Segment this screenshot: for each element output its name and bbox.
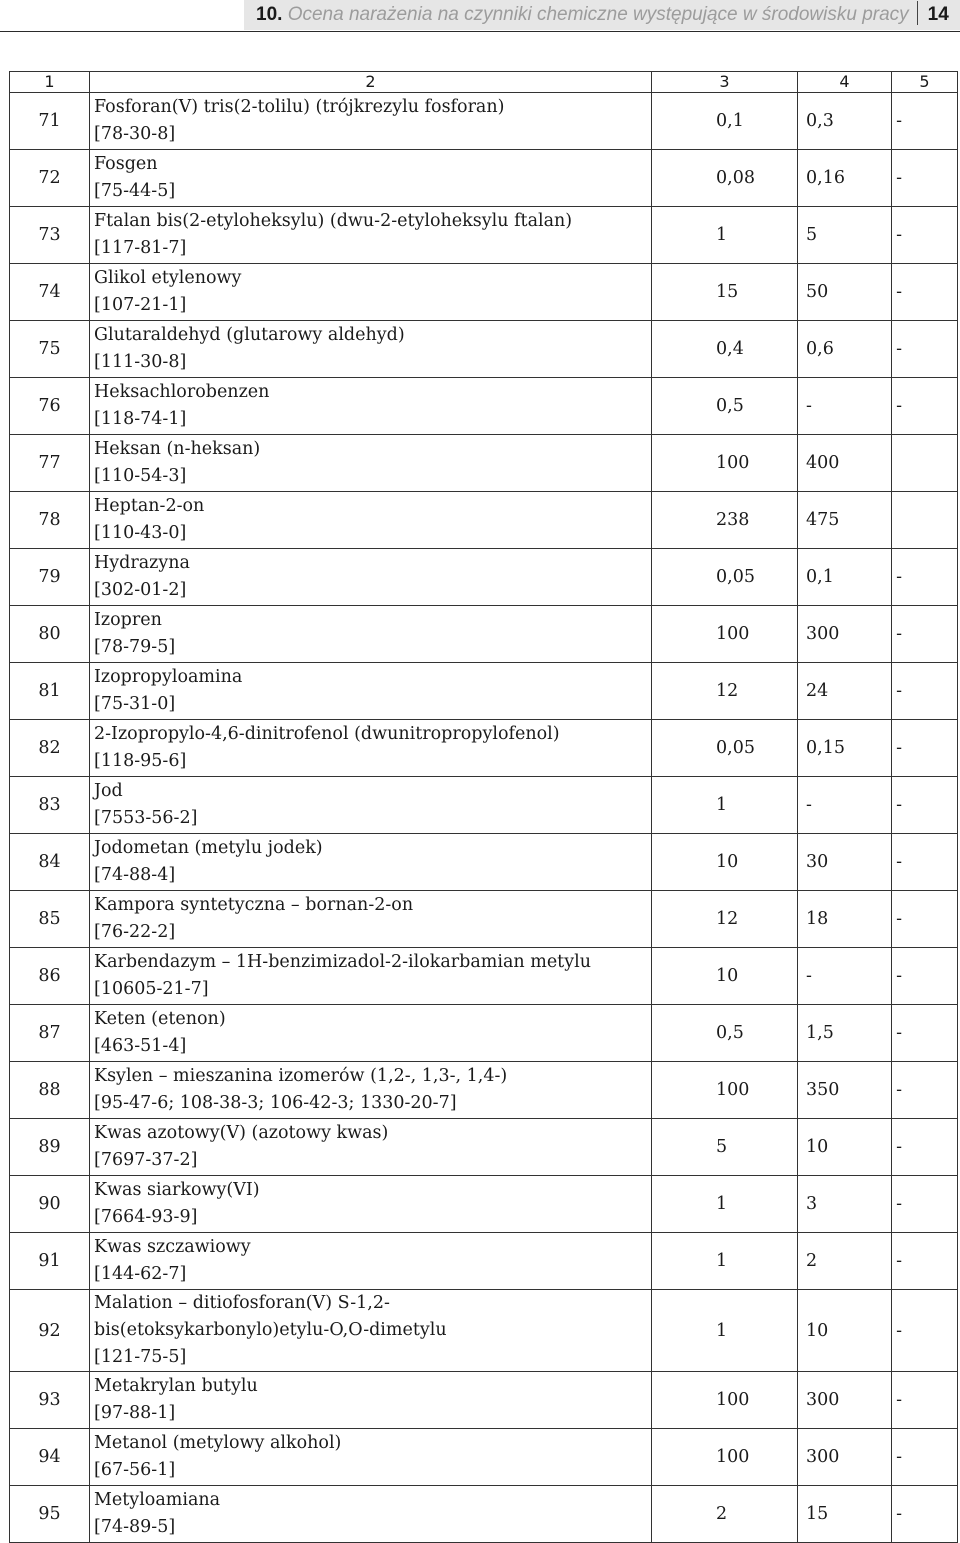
ndsch-value: - — [798, 378, 892, 435]
ndsch-value: 15 — [798, 1486, 892, 1543]
substance-name: Heksachlorobenzen — [94, 382, 270, 402]
table-row — [10, 777, 958, 834]
row-number: 84 — [10, 834, 90, 891]
substance-name: 2-Izopropylo-4,6-dinitrofenol (dwunitropropylofenol) — [94, 724, 560, 744]
substance-name: Jod — [94, 781, 123, 801]
substance-cell — [90, 1176, 652, 1233]
row-number: 72 — [10, 150, 90, 207]
ndsch-value: 18 — [798, 891, 892, 948]
substance-cell — [90, 93, 652, 150]
table-row — [10, 492, 958, 549]
ndsp-value: - — [892, 1005, 958, 1062]
ndsch-value: 24 — [798, 663, 892, 720]
row-number: 80 — [10, 606, 90, 663]
substance-cell — [90, 1486, 652, 1543]
ndsp-value: - — [892, 777, 958, 834]
table-row — [10, 378, 958, 435]
ndsp-value: - — [892, 891, 958, 948]
ndsp-value: - — [892, 549, 958, 606]
row-number: 75 — [10, 321, 90, 378]
substance-cell — [90, 378, 652, 435]
substance-name: Glikol etylenowy — [94, 268, 242, 288]
nds-value: 0,5 — [652, 1005, 798, 1062]
ndsch-value: 5 — [798, 207, 892, 264]
column-header-5: 5 — [892, 72, 958, 93]
nds-value: 12 — [652, 663, 798, 720]
table-row — [10, 150, 958, 207]
ndsch-value: 300 — [798, 606, 892, 663]
nds-value: 0,05 — [652, 720, 798, 777]
substance-name: Heptan-2-on — [94, 496, 205, 516]
ndsch-value: 50 — [798, 264, 892, 321]
ndsp-value: - — [892, 1290, 958, 1372]
ndsch-value: 30 — [798, 834, 892, 891]
cas-number: [111-30-8] — [94, 352, 187, 372]
table-row — [10, 1005, 958, 1062]
table-row — [10, 1486, 958, 1543]
ndsp-value: - — [892, 1176, 958, 1233]
nds-value: 1 — [652, 1176, 798, 1233]
substance-name: Ftalan bis(2-etyloheksylu) (dwu-2-etyloheksylu ftalan) — [94, 211, 573, 231]
table-row — [10, 1233, 958, 1290]
substance-name: Heksan (n-heksan) — [94, 439, 261, 459]
substance-name-continued: bis(etoksykarbonylo)etylu-O,O-dimetylu — [94, 1320, 447, 1340]
row-number: 76 — [10, 378, 90, 435]
ndsp-value: - — [892, 948, 958, 1005]
table-row — [10, 207, 958, 264]
cas-number: [117-81-7] — [94, 238, 187, 258]
row-number: 90 — [10, 1176, 90, 1233]
row-number: 88 — [10, 1062, 90, 1119]
nds-value: 15 — [652, 264, 798, 321]
row-number: 83 — [10, 777, 90, 834]
row-number: 91 — [10, 1233, 90, 1290]
ndsch-value: 2 — [798, 1233, 892, 1290]
row-number: 94 — [10, 1429, 90, 1486]
nds-value: 1 — [652, 1290, 798, 1372]
nds-value: 10 — [652, 834, 798, 891]
table-row — [10, 720, 958, 777]
nds-value: 100 — [652, 435, 798, 492]
nds-value: 2 — [652, 1486, 798, 1543]
ndsch-value: 475 — [798, 492, 892, 549]
cas-number: [67-56-1] — [94, 1460, 176, 1480]
table-row — [10, 891, 958, 948]
table-row — [10, 606, 958, 663]
page-header — [0, 0, 960, 31]
cas-number: [78-79-5] — [94, 637, 176, 657]
nds-value: 10 — [652, 948, 798, 1005]
substance-cell — [90, 663, 652, 720]
nds-value: 12 — [652, 891, 798, 948]
nds-value: 1 — [652, 1233, 798, 1290]
cas-number: [118-95-6] — [94, 751, 187, 771]
table-row — [10, 93, 958, 150]
cas-number: [463-51-4] — [94, 1036, 187, 1056]
cas-number: [110-43-0] — [94, 523, 187, 543]
cas-number: [121-75-5] — [94, 1347, 187, 1367]
substance-name: Jodometan (metylu jodek) — [94, 838, 323, 858]
cas-number: [302-01-2] — [94, 580, 187, 600]
row-number: 93 — [10, 1372, 90, 1429]
substance-cell — [90, 1119, 652, 1176]
row-number: 89 — [10, 1119, 90, 1176]
cas-number: [10605-21-7] — [94, 979, 209, 999]
row-number: 81 — [10, 663, 90, 720]
cas-number: [75-44-5] — [94, 181, 176, 201]
substance-name: Karbendazym – 1H-benzimizadol-2-ilokarbamian metylu — [94, 952, 591, 972]
table-row — [10, 1176, 958, 1233]
substance-name: Metyloamiana — [94, 1490, 221, 1510]
ndsch-value: 0,6 — [798, 321, 892, 378]
row-number: 77 — [10, 435, 90, 492]
substance-name: Izopropyloamina — [94, 667, 243, 687]
nds-value: 238 — [652, 492, 798, 549]
ndsch-value: 10 — [798, 1119, 892, 1176]
ndsp-value — [892, 492, 958, 549]
cas-number: [107-21-1] — [94, 295, 187, 315]
ndsch-value: - — [798, 777, 892, 834]
substance-cell — [90, 891, 652, 948]
substance-cell — [90, 1005, 652, 1062]
cas-number: [144-62-7] — [94, 1264, 187, 1284]
cas-number: [78-30-8] — [94, 124, 176, 144]
ndsp-value: - — [892, 1119, 958, 1176]
substance-cell — [90, 1233, 652, 1290]
substance-name: Fosgen — [94, 154, 158, 174]
cas-number: [97-88-1] — [94, 1403, 176, 1423]
table-row — [10, 834, 958, 891]
chapter-number: 10. — [256, 4, 283, 25]
table-row — [10, 1290, 958, 1372]
ndsp-value: - — [892, 321, 958, 378]
ndsch-value: 1,5 — [798, 1005, 892, 1062]
row-number: 85 — [10, 891, 90, 948]
substances-table — [9, 71, 958, 1543]
cas-number: [118-74-1] — [94, 409, 187, 429]
nds-value: 1 — [652, 777, 798, 834]
table-row — [10, 435, 958, 492]
cas-number: [75-31-0] — [94, 694, 176, 714]
substance-cell — [90, 948, 652, 1005]
table-row — [10, 1062, 958, 1119]
substance-cell — [90, 1429, 652, 1486]
row-number: 79 — [10, 549, 90, 606]
substance-cell — [90, 264, 652, 321]
substance-cell — [90, 1062, 652, 1119]
table-row — [10, 549, 958, 606]
table-row — [10, 264, 958, 321]
ndsp-value: - — [892, 1372, 958, 1429]
ndsp-value: - — [892, 663, 958, 720]
ndsch-value: 0,1 — [798, 549, 892, 606]
ndsp-value: - — [892, 93, 958, 150]
row-number: 78 — [10, 492, 90, 549]
substance-name: Malation – ditiofosforan(V) S-1,2- — [94, 1293, 390, 1313]
substance-name: Metanol (metylowy alkohol) — [94, 1433, 342, 1453]
ndsch-value: 400 — [798, 435, 892, 492]
column-header-1: 1 — [10, 72, 90, 93]
chapter-title: Ocena narażenia na czynniki chemiczne występujące w środowisku pracy — [287, 4, 909, 25]
ndsp-value: - — [892, 1062, 958, 1119]
substance-name: Ksylen – mieszanina izomerów (1,2-, 1,3-, 1,4-) — [94, 1066, 508, 1086]
substance-cell — [90, 777, 652, 834]
table-row — [10, 1372, 958, 1429]
column-number-row — [10, 72, 958, 93]
ndsch-value: 0,3 — [798, 93, 892, 150]
cas-number: [7664-93-9] — [94, 1207, 198, 1227]
ndsp-value: - — [892, 834, 958, 891]
substance-cell — [90, 606, 652, 663]
ndsp-value: - — [892, 606, 958, 663]
nds-value: 0,1 — [652, 93, 798, 150]
table-row — [10, 1119, 958, 1176]
cas-number: [110-54-3] — [94, 466, 187, 486]
nds-value: 100 — [652, 1372, 798, 1429]
cas-number: [74-88-4] — [94, 865, 176, 885]
cas-number: [7697-37-2] — [94, 1150, 198, 1170]
substance-cell — [90, 1290, 652, 1372]
cas-number: [74-89-5] — [94, 1517, 176, 1537]
substance-cell — [90, 492, 652, 549]
ndsch-value: 10 — [798, 1290, 892, 1372]
row-number: 74 — [10, 264, 90, 321]
column-header-2: 2 — [90, 72, 652, 93]
row-number: 92 — [10, 1290, 90, 1372]
table-row — [10, 1429, 958, 1486]
ndsch-value: 300 — [798, 1372, 892, 1429]
substance-cell — [90, 720, 652, 777]
row-number: 95 — [10, 1486, 90, 1543]
substance-name: Metakrylan butylu — [94, 1376, 258, 1396]
substance-name: Keten (etenon) — [94, 1009, 226, 1029]
substance-cell — [90, 549, 652, 606]
cas-number: [7553-56-2] — [94, 808, 198, 828]
substance-cell — [90, 207, 652, 264]
ndsch-value: 0,15 — [798, 720, 892, 777]
nds-value: 1 — [652, 207, 798, 264]
column-header-3: 3 — [652, 72, 798, 93]
ndsp-value: - — [892, 1486, 958, 1543]
cas-number: [76-22-2] — [94, 922, 176, 942]
table-row — [10, 321, 958, 378]
substance-cell — [90, 834, 652, 891]
ndsp-value: - — [892, 720, 958, 777]
ndsch-value: - — [798, 948, 892, 1005]
substance-name: Kwas szczawiowy — [94, 1237, 251, 1257]
ndsp-value: - — [892, 378, 958, 435]
nds-value: 0,08 — [652, 150, 798, 207]
substance-cell — [90, 435, 652, 492]
nds-value: 100 — [652, 1429, 798, 1486]
substance-cell — [90, 1372, 652, 1429]
substance-cell — [90, 150, 652, 207]
header-rule — [0, 31, 960, 32]
ndsp-value: - — [892, 1233, 958, 1290]
substance-name: Kampora syntetyczna – bornan-2-on — [94, 895, 414, 915]
ndsch-value: 0,16 — [798, 150, 892, 207]
nds-value: 0,5 — [652, 378, 798, 435]
nds-value: 100 — [652, 1062, 798, 1119]
row-number: 86 — [10, 948, 90, 1005]
cas-number: [95-47-6; 108-38-3; 106-42-3; 1330-20-7] — [94, 1093, 457, 1113]
page-number: 14 — [927, 4, 949, 25]
substance-name: Kwas azotowy(V) (azotowy kwas) — [94, 1123, 389, 1143]
substance-name: Fosforan(V) tris(2-tolilu) (trójkrezylu fosforan) — [94, 97, 505, 117]
ndsp-value: - — [892, 264, 958, 321]
ndsp-value: - — [892, 150, 958, 207]
column-header-4: 4 — [798, 72, 892, 93]
ndsp-value: - — [892, 1429, 958, 1486]
table-row — [10, 948, 958, 1005]
substance-name: Glutaraldehyd (glutarowy aldehyd) — [94, 325, 405, 345]
row-number: 73 — [10, 207, 90, 264]
substance-name: Kwas siarkowy(VI) — [94, 1180, 260, 1200]
header-text — [256, 0, 949, 30]
ndsch-value: 350 — [798, 1062, 892, 1119]
substance-name: Izopren — [94, 610, 162, 630]
substance-name: Hydrazyna — [94, 553, 190, 573]
row-number: 71 — [10, 93, 90, 150]
nds-value: 0,4 — [652, 321, 798, 378]
row-number: 87 — [10, 1005, 90, 1062]
table-row — [10, 663, 958, 720]
nds-value: 0,05 — [652, 549, 798, 606]
ndsch-value: 3 — [798, 1176, 892, 1233]
row-number: 82 — [10, 720, 90, 777]
header-separator — [917, 1, 918, 25]
nds-value: 5 — [652, 1119, 798, 1176]
ndsp-value — [892, 435, 958, 492]
ndsch-value: 300 — [798, 1429, 892, 1486]
ndsp-value: - — [892, 207, 958, 264]
nds-value: 100 — [652, 606, 798, 663]
substance-cell — [90, 321, 652, 378]
